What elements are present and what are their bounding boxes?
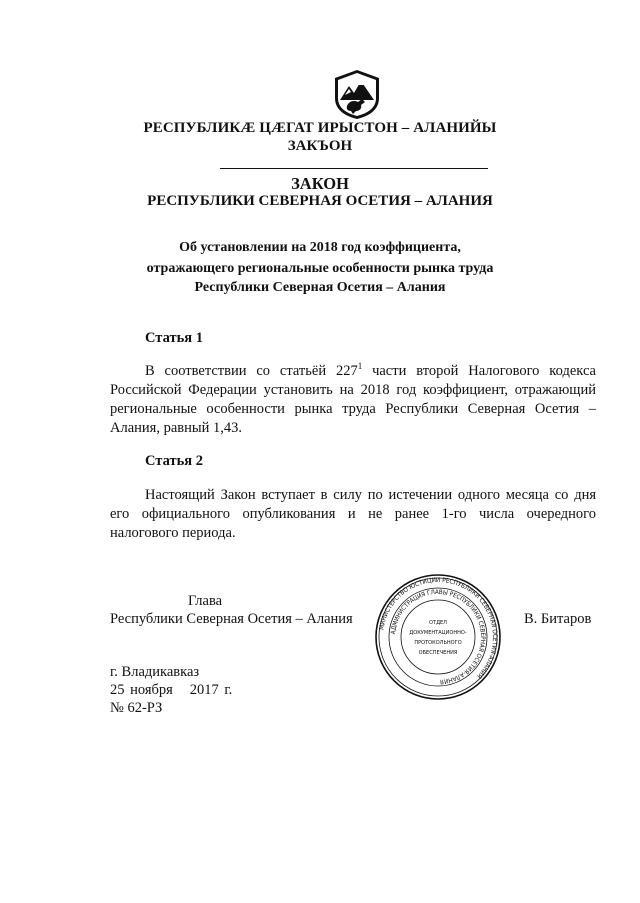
header-ossetian-republic: РЕСПУБЛИКÆ ЦÆГАТ ИРЫСТОН – АЛАНИЙЫ	[143, 120, 497, 136]
header-divider	[220, 168, 488, 169]
law-title-line-2: отражающего региональные особенности рынка труда	[146, 261, 494, 276]
stamp-inner-ring: АДМИНИСТРАЦИЯ ГЛАВЫ РЕСПУБЛИКИ СЕВЕРНАЯ ОСЕТИЯ-АЛАНИЯ	[390, 588, 487, 685]
coat-of-arms-icon	[331, 68, 383, 120]
signature-title-line-1: Глава	[188, 593, 223, 609]
law-title-line-3: Республики Северная Осетия – Алания	[194, 280, 446, 295]
footer-number: № 62-РЗ	[110, 700, 163, 716]
header-ossetian-law: ЗАКЪОН	[287, 138, 353, 154]
footer-date: 25 ноября 2017 г.	[110, 682, 233, 698]
signer-name: В. Битаров	[524, 611, 592, 627]
law-title-line-1: Об установлении на 2018 год коэффициента,	[179, 240, 461, 255]
stamp-outer-ring: МИНИСТЕРСТВО ЮСТИЦИИ РЕСПУБЛИКИ СЕВЕРНАЯ ОСЕТИЯ-АЛАНИЯ	[377, 575, 500, 681]
article-1-heading: Статья 1	[145, 330, 203, 346]
stamp-center-line-3: ПРОТОКОЛЬНОГО	[414, 640, 462, 646]
article-1-text	[110, 362, 596, 438]
signature-title-line-2: Республики Северная Осетия – Алания	[110, 611, 353, 627]
article-1-text-end: части второй Налогового кодекса Российской Федерации установить на 2018 год коэффициент, отражающий региональные особенности рынка труда Республики Северная Осетия – Алания, равный 1,43.	[110, 363, 596, 436]
footer-city: г. Владикавказ	[110, 664, 200, 680]
stamp-inner-text	[390, 589, 486, 685]
header-russian-law: ЗАКОН	[291, 174, 349, 193]
stamp-center-line-2: ДОКУМЕНТАЦИОННО-	[409, 630, 467, 636]
article-1-text-start: В соответствии со статьёй 227	[145, 363, 358, 379]
stamp-center-line-4: ОБЕСПЕЧЕНИЯ	[418, 650, 458, 656]
official-stamp	[374, 573, 502, 701]
header-russian-republic: РЕСПУБЛИКИ СЕВЕРНАЯ ОСЕТИЯ – АЛАНИЯ	[147, 193, 493, 209]
stamp-center-line-1: ОТДЕЛ	[429, 620, 447, 626]
article-1-superscript: 1	[357, 361, 363, 372]
article-2-text: Настоящий Закон вступает в силу по истечении одного месяца со дня его официального опубликования и не ранее 1-го числа очередного налогового периода.	[110, 487, 596, 541]
article-2-heading: Статья 2	[145, 453, 203, 469]
